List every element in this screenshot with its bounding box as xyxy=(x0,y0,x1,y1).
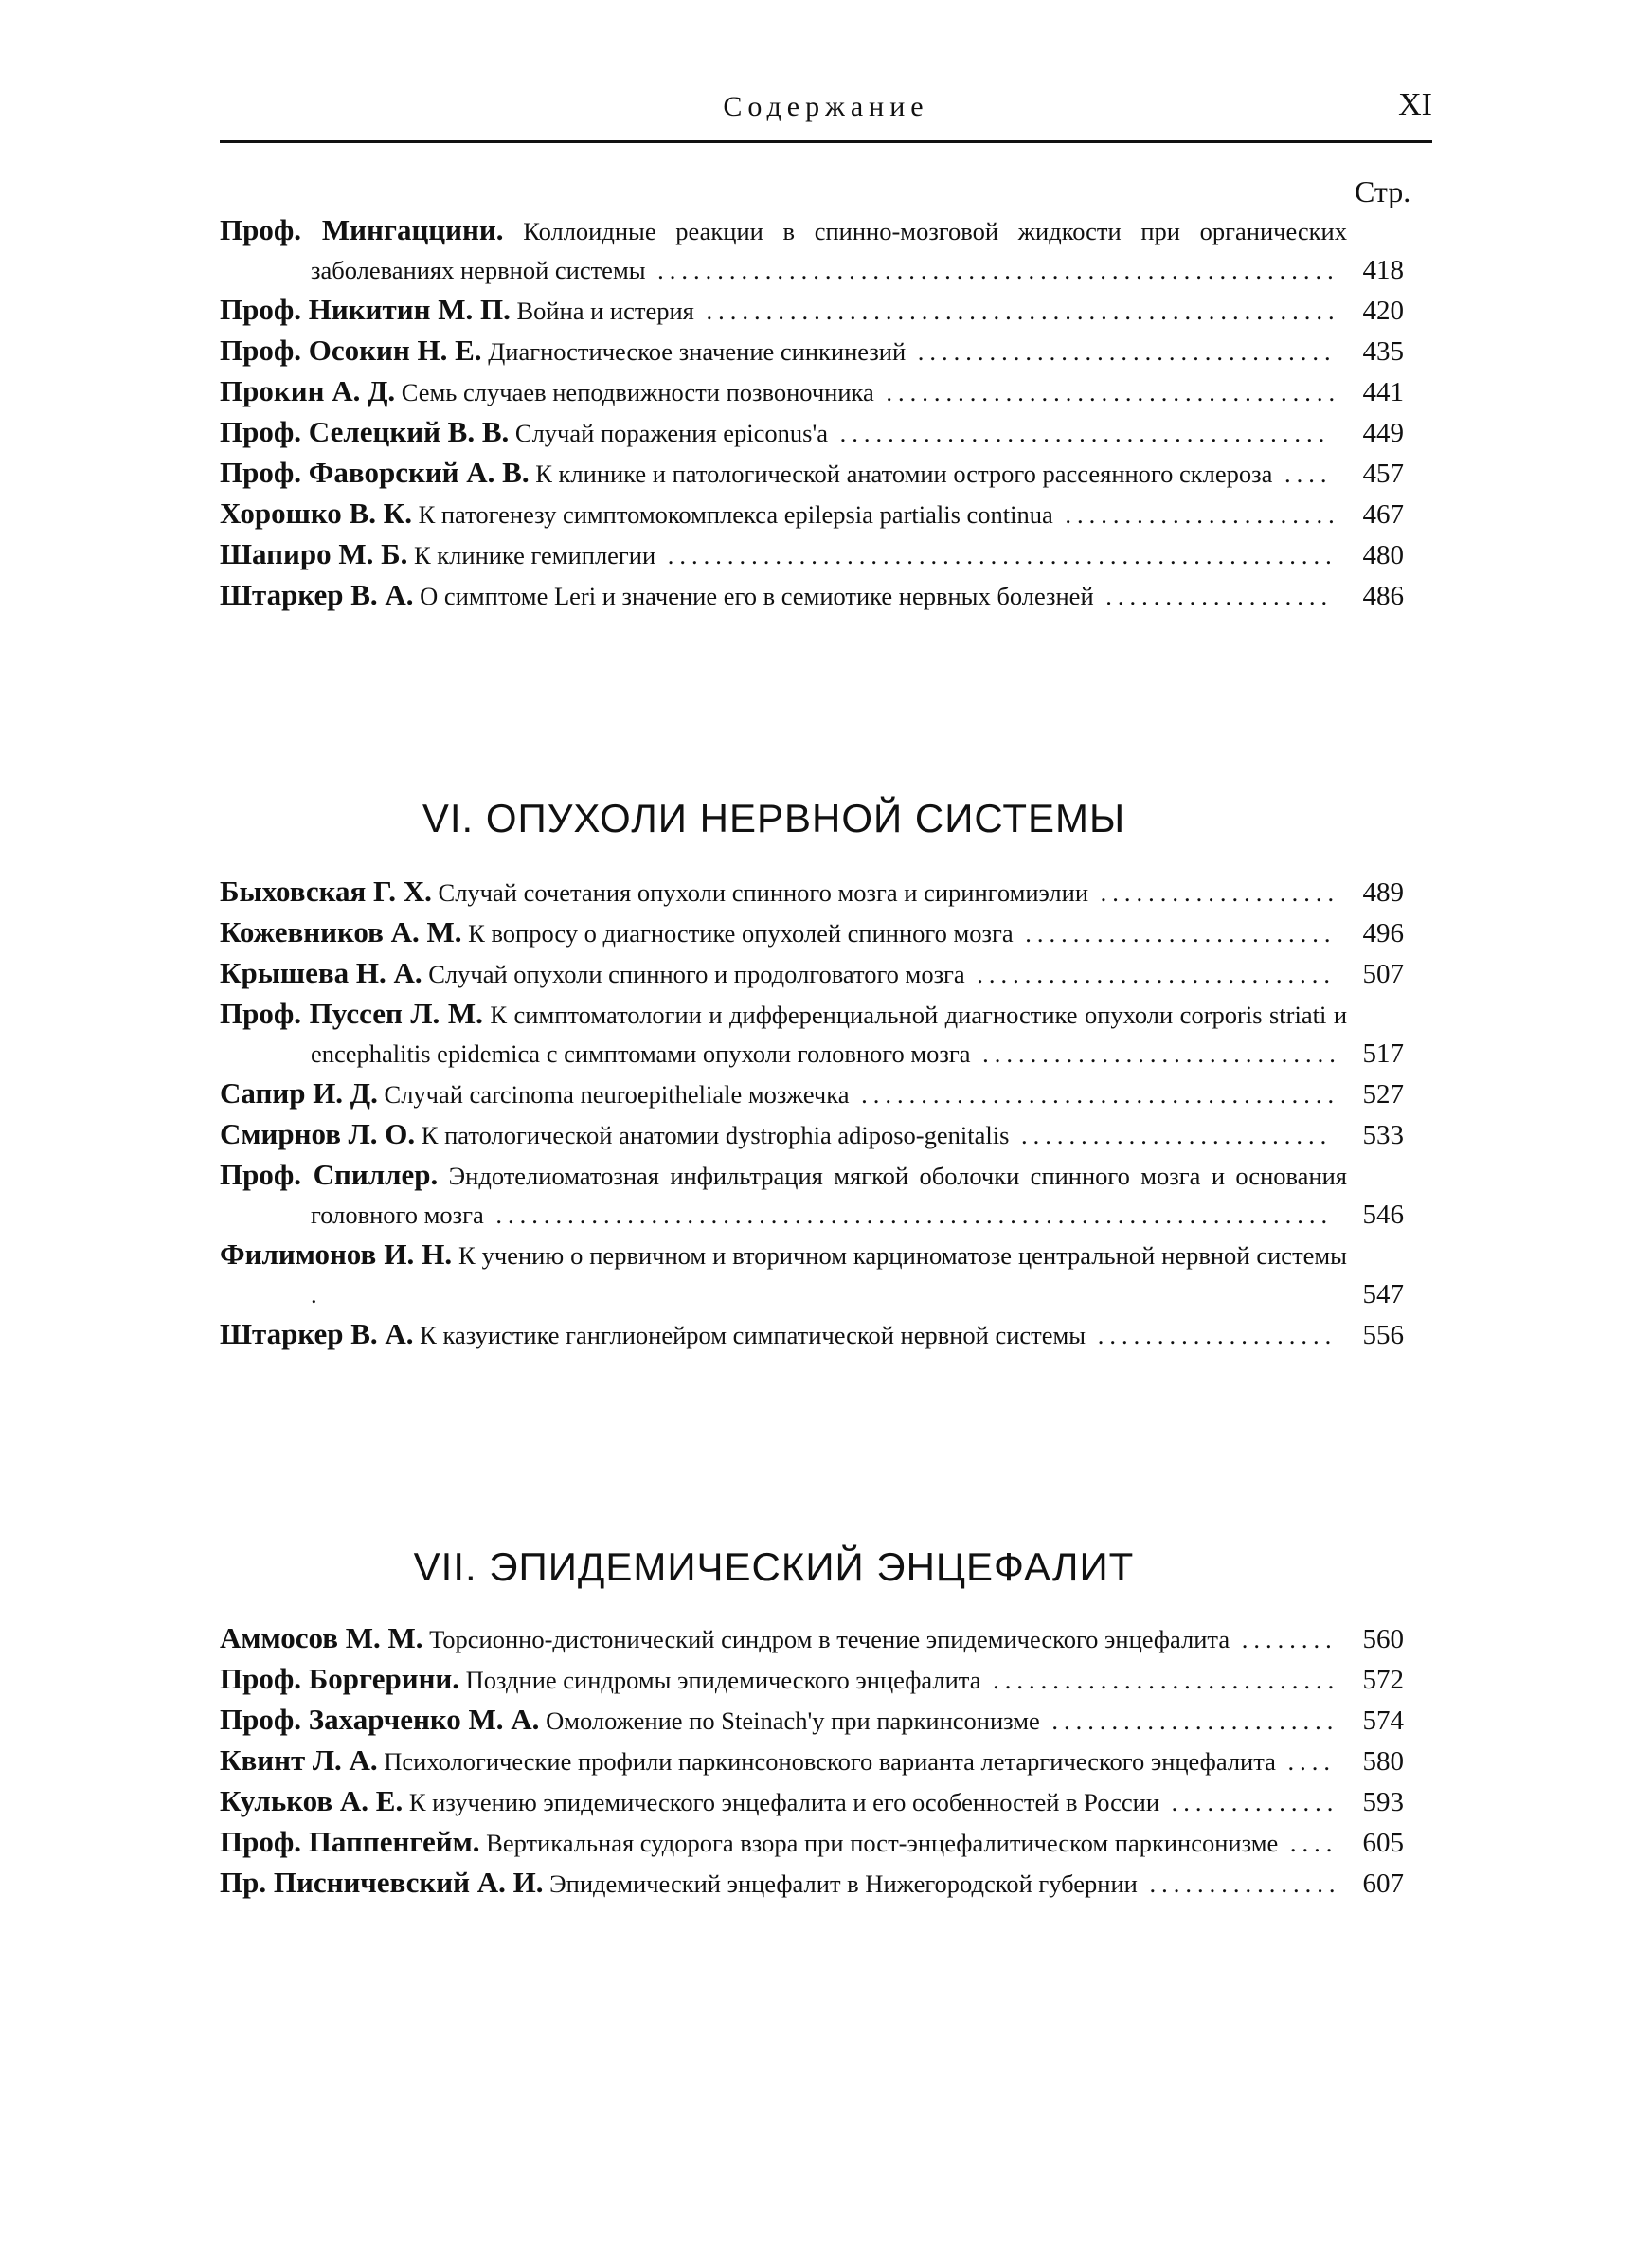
entry-text xyxy=(220,872,1347,912)
entry-page-number: 467 xyxy=(1362,499,1404,530)
entry-page-number: 480 xyxy=(1362,540,1404,570)
toc-entry xyxy=(220,412,1432,453)
entry-page-number: 486 xyxy=(1362,581,1404,611)
entry-author: Штаркер В. А. xyxy=(220,578,414,611)
toc-entry xyxy=(220,1863,1432,1904)
entry-title: К вопросу о диагностике опухолей спинного мозга xyxy=(468,919,1014,948)
entry-title: К казуистике ганглионейром симпатической нервной системы xyxy=(420,1321,1086,1349)
entry-text xyxy=(220,994,1347,1074)
entry-text xyxy=(220,1235,1347,1314)
toc-entry xyxy=(220,331,1432,371)
entry-page-number: 607 xyxy=(1362,1869,1404,1899)
toc-entries-tumors xyxy=(220,872,1432,1355)
entry-author: Сапир И. Д. xyxy=(220,1076,378,1110)
dot-leader: ................................... xyxy=(906,337,1337,366)
dot-leader: ............................. xyxy=(980,1666,1340,1694)
dot-leader: .... xyxy=(1278,1829,1338,1857)
entry-text xyxy=(220,1618,1347,1659)
entry-title: Война и истерия xyxy=(516,297,694,325)
entry-author: Проф. Боргерини. xyxy=(220,1662,460,1695)
entry-text xyxy=(220,453,1347,494)
dot-leader: .......................... xyxy=(1009,1121,1333,1149)
toc-entry xyxy=(220,210,1432,290)
entry-page-number: 574 xyxy=(1362,1706,1404,1736)
entry-page-number: 496 xyxy=(1362,918,1404,948)
entry-author: Крышева Н. А. xyxy=(220,956,422,989)
toc-entry xyxy=(220,1155,1432,1235)
entry-text xyxy=(220,912,1347,953)
entry-text xyxy=(220,1700,1347,1741)
toc-entries-continued xyxy=(220,210,1432,616)
entry-page-number: 580 xyxy=(1362,1746,1404,1777)
entry-page-number: 547 xyxy=(1362,1279,1404,1309)
entry-author: Проф. Пуссеп Л. М. xyxy=(220,997,483,1030)
dot-leader: .... xyxy=(1272,460,1333,488)
entry-author: Проф. Спиллер. xyxy=(220,1158,439,1191)
entry-author: Шапиро М. Б. xyxy=(220,537,408,570)
page-number: XI xyxy=(1398,87,1432,122)
entry-title: К изучению эпидемического энцефалита и его особенностей в России xyxy=(408,1788,1160,1816)
toc-entry xyxy=(220,1659,1432,1700)
section-title-encephalitis: VII. ЭПИДЕМИЧЕСКИЙ ЭНЦЕФАЛИТ xyxy=(413,1544,1135,1589)
entry-text xyxy=(220,331,1347,371)
entry-title: Эпидемический энцефалит в Нижегородской губернии xyxy=(549,1869,1138,1898)
entry-title: К клинике и патологической анатомии острого рассеянного склероза xyxy=(535,460,1273,488)
entry-title: Психологические профили паркинсоновского варианта летаргического энцефалита xyxy=(384,1747,1276,1776)
entry-text xyxy=(220,412,1347,453)
entry-author: Прокин А. Д. xyxy=(220,374,396,407)
entry-author: Проф. Никитин М. П. xyxy=(220,293,511,326)
entry-author: Проф. Фаворский А. В. xyxy=(220,456,530,489)
toc-entries-encephalitis xyxy=(220,1618,1432,1904)
entry-text xyxy=(220,1822,1347,1863)
dot-leader: ......................................................... xyxy=(645,256,1339,284)
entry-title: Вертикальная судорога взора при пост-энцефалитическом паркинсонизме xyxy=(486,1829,1279,1857)
entry-page-number: 605 xyxy=(1362,1828,1404,1858)
entry-text xyxy=(220,953,1347,994)
entry-text xyxy=(220,1314,1347,1355)
entry-author: Квинт Л. А. xyxy=(220,1743,378,1777)
running-title: Содержание xyxy=(723,91,929,122)
dot-leader: .............................. xyxy=(970,1039,1341,1068)
toc-entry xyxy=(220,1822,1432,1863)
entry-title: Омоложение по Steinach'y при паркинсонизме xyxy=(546,1706,1040,1735)
entry-author: Проф. Мингаццини. xyxy=(220,213,504,246)
entry-author: Штаркер В. А. xyxy=(220,1317,414,1350)
dot-leader: ................ xyxy=(1137,1869,1341,1898)
entry-title: К учению о первичном и вторичном карциноматозе центральной нервной системы xyxy=(458,1241,1347,1270)
entry-title: Случай carcinoma neuroepitheliale мозжечка xyxy=(384,1080,850,1109)
dot-leader: ................... xyxy=(1093,582,1334,610)
entry-title: Случай опухоли спинного и продолговатого мозга xyxy=(428,960,965,988)
entry-page-number: 457 xyxy=(1362,459,1404,489)
entry-text xyxy=(220,534,1347,575)
entry-author: Кульков А. Е. xyxy=(220,1784,404,1817)
toc-entry xyxy=(220,371,1432,412)
dot-leader: ........................................................ xyxy=(655,541,1338,569)
entry-title: Поздние синдромы эпидемического энцефалита xyxy=(465,1666,981,1694)
entry-text xyxy=(220,210,1347,290)
entry-page-number: 560 xyxy=(1362,1624,1404,1654)
entry-title: Коллоидные реакции в спинно-мозговой жидкости при органических заболеваниях нервной системы xyxy=(311,217,1347,284)
entry-author: Хорошко В. К. xyxy=(220,497,412,530)
toc-entry xyxy=(220,872,1432,912)
toc-entry xyxy=(220,534,1432,575)
dot-leader: ....................... xyxy=(1052,500,1340,529)
entry-page-number: 441 xyxy=(1362,377,1404,407)
entry-text xyxy=(220,1781,1347,1822)
entry-text xyxy=(220,494,1347,534)
toc-entry xyxy=(220,953,1432,994)
page-column-label: Стр. xyxy=(1355,174,1411,208)
dot-leader: ..................................................... xyxy=(693,297,1340,325)
dot-leader: .............................. xyxy=(964,960,1337,988)
entry-title: Семь случаев неподвижности позвоночника xyxy=(401,378,874,406)
toc-entry xyxy=(220,575,1432,616)
dot-leader: .................... xyxy=(1086,1321,1338,1349)
entry-author: Кожевников А. М. xyxy=(220,915,462,948)
entry-page-number: 572 xyxy=(1362,1665,1404,1695)
toc-entry xyxy=(220,290,1432,331)
toc-entry xyxy=(220,453,1432,494)
entry-title: К клинике гемиплегии xyxy=(413,541,656,569)
entry-title: Диагностическое значение синкинезий xyxy=(488,337,907,366)
toc-entry xyxy=(220,1314,1432,1355)
entry-title: Торсионно-дистонический синдром в течение эпидемического энцефалита xyxy=(429,1625,1230,1653)
entry-author: Аммосов М. М. xyxy=(220,1621,423,1654)
entry-author: Филимонов И. Н. xyxy=(220,1237,453,1271)
entry-author: Проф. Селецкий В. В. xyxy=(220,415,510,448)
entry-text xyxy=(220,290,1347,331)
entry-text xyxy=(220,1863,1347,1904)
entry-author: Проф. Паппенгейм. xyxy=(220,1825,480,1858)
toc-entry xyxy=(220,912,1432,953)
entry-text xyxy=(220,575,1347,616)
page-header xyxy=(220,87,1432,143)
entry-title: К патогенезу симптомокомплекса epilepsia partialis continua xyxy=(418,500,1053,529)
dot-leader: .... xyxy=(1275,1747,1337,1776)
dot-leader: ......................................... xyxy=(828,419,1331,447)
entry-author: Проф. Осокин Н. Е. xyxy=(220,334,482,367)
entry-page-number: 507 xyxy=(1362,959,1404,989)
entry-author: Смирнов Л. О. xyxy=(220,1117,416,1150)
entry-page-number: 489 xyxy=(1362,877,1404,908)
toc-entry xyxy=(220,1074,1432,1114)
entry-text xyxy=(220,1741,1347,1781)
entry-title: Случай поражения epiconus'a xyxy=(514,419,829,447)
entry-author: Проф. Захарченко М. А. xyxy=(220,1703,540,1736)
entry-text xyxy=(220,1155,1347,1235)
entry-page-number: 556 xyxy=(1362,1320,1404,1350)
entry-page-number: 533 xyxy=(1362,1120,1404,1150)
entry-page-number: 527 xyxy=(1362,1079,1404,1110)
dot-leader: ........................................ xyxy=(849,1080,1340,1109)
dot-leader: .................... xyxy=(1088,878,1340,907)
entry-title: Эндотелиоматозная инфильтрация мягкой оболочки спинного мозга и основания головного мозга xyxy=(311,1162,1347,1229)
toc-entry xyxy=(220,994,1432,1074)
dot-leader: .............. xyxy=(1159,1788,1339,1816)
dot-leader: ........................ xyxy=(1039,1706,1339,1735)
entry-page-number: 435 xyxy=(1362,336,1404,367)
toc-entry xyxy=(220,1781,1432,1822)
toc-entry xyxy=(220,494,1432,534)
dot-leader: .......................... xyxy=(1013,919,1337,948)
entry-page-number: 517 xyxy=(1362,1038,1404,1069)
entry-page-number: 418 xyxy=(1362,255,1404,285)
entry-page-number: 593 xyxy=(1362,1787,1404,1817)
dot-leader: ...................................................................... xyxy=(483,1201,1334,1229)
entry-page-number: 420 xyxy=(1362,296,1404,326)
toc-entry xyxy=(220,1235,1432,1314)
entry-page-number: 546 xyxy=(1362,1200,1404,1230)
entry-text xyxy=(220,1074,1347,1114)
entry-text xyxy=(220,371,1347,412)
entry-text xyxy=(220,1659,1347,1700)
entry-title: К симптоматологии и дифференциальной диагностике опухоли corporis striati и encephalitis epidemica с симптомами опухоли головного мозга xyxy=(311,1001,1348,1068)
entry-title: К патологической анатомии dystrophia adiposo-genitalis xyxy=(421,1121,1010,1149)
entry-text xyxy=(220,1114,1347,1155)
toc-entry xyxy=(220,1700,1432,1741)
entry-author: Быховская Г. Х. xyxy=(220,875,432,908)
dot-leader: ........ xyxy=(1230,1625,1338,1653)
dot-leader: . xyxy=(311,1280,323,1309)
entry-author: Пр. Писничевский А. И. xyxy=(220,1866,544,1899)
dot-leader: ...................................... xyxy=(873,378,1341,406)
entry-title: Случай сочетания опухоли спинного мозга и сирингомиэлии xyxy=(438,878,1089,907)
entry-title: О симптоме Leri и значение его в семиотике нервных болезней xyxy=(420,582,1094,610)
entry-page-number: 449 xyxy=(1362,418,1404,448)
toc-entry xyxy=(220,1114,1432,1155)
toc-entry xyxy=(220,1618,1432,1659)
section-title-tumors: VI. ОПУХОЛИ НЕРВНОЙ СИСТЕМЫ xyxy=(422,796,1126,840)
toc-entry xyxy=(220,1741,1432,1781)
